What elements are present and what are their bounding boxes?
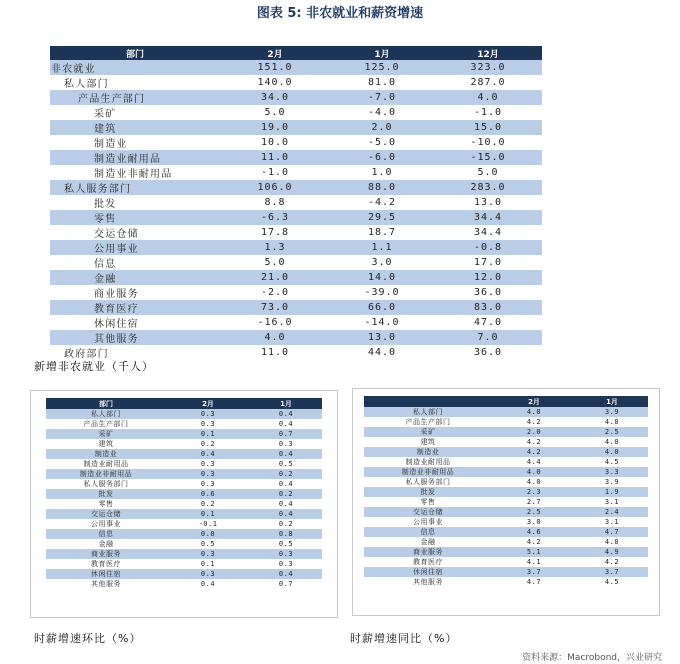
- row-value: 8.8: [264, 197, 286, 208]
- yoy-header-row: [364, 396, 648, 407]
- row-value: 5.0: [264, 257, 286, 268]
- row-label: 制造业耐用品: [405, 458, 451, 466]
- table-row: [46, 429, 322, 439]
- row-value: 18.7: [367, 227, 397, 238]
- row-label: 休闲住宿: [364, 567, 492, 577]
- row-value: 0.2: [250, 469, 322, 479]
- row-label: 制造业耐用品: [50, 150, 220, 165]
- row-label: 产品生产部门: [83, 420, 129, 428]
- row-value: 12.0: [434, 270, 542, 285]
- row-label: 采矿: [46, 429, 166, 439]
- row-label: 采矿: [364, 427, 492, 437]
- table-row: [46, 499, 322, 509]
- mom-caption: 时薪增速环比（%）: [34, 632, 142, 645]
- row-value: -6.3: [220, 210, 330, 225]
- row-value: 151.0: [220, 60, 330, 75]
- row-label: 制造业: [94, 139, 128, 150]
- row-value: 0.7: [278, 580, 294, 588]
- row-value: -5.0: [367, 137, 397, 148]
- row-value: 34.4: [473, 227, 503, 238]
- row-value: -4.2: [367, 197, 397, 208]
- row-label: 零售: [50, 210, 220, 225]
- table-row: [46, 539, 322, 549]
- table-row: [46, 519, 322, 529]
- row-value: 0.1: [166, 429, 250, 439]
- table-row: [50, 300, 542, 315]
- table-row: [364, 497, 648, 507]
- row-label: 批发: [364, 487, 492, 497]
- row-value: -39.0: [364, 287, 400, 298]
- table-row: [50, 75, 542, 90]
- row-label: 零售: [98, 500, 114, 508]
- row-label: 制造业非耐用品: [46, 469, 166, 479]
- row-value: 4.4: [526, 458, 542, 466]
- row-label: 产品生产部门: [405, 418, 451, 426]
- column-header-sector: 部门: [50, 46, 220, 60]
- row-label: 零售: [420, 498, 436, 506]
- row-label: 金融: [98, 540, 114, 548]
- row-value: 0.3: [166, 569, 250, 579]
- table-row: [46, 549, 322, 559]
- row-value: 5.1: [492, 547, 576, 557]
- row-value: 88.0: [330, 180, 434, 195]
- row-value: 34.0: [220, 90, 330, 105]
- row-value: 4.0: [492, 467, 576, 477]
- table-row: [50, 255, 542, 270]
- table-row: [364, 447, 648, 457]
- yoy-column-header-jan: 1月: [576, 396, 648, 407]
- row-value: 3.0: [526, 518, 542, 526]
- table-row: [364, 567, 648, 577]
- row-value: -7.0: [330, 90, 434, 105]
- column-header-jan: 1月: [330, 46, 434, 60]
- row-label: 私人部门: [364, 407, 492, 417]
- row-value: 4.0: [492, 407, 576, 417]
- table-row: [46, 469, 322, 479]
- row-value: 106.0: [220, 180, 330, 195]
- row-value: 83.0: [434, 300, 542, 315]
- row-label: 信息: [364, 527, 492, 537]
- row-value: 15.0: [434, 120, 542, 135]
- table-row: [50, 315, 542, 330]
- yoy-column-header-feb: 2月: [492, 396, 576, 407]
- row-label: 公用事业: [50, 240, 220, 255]
- row-value: 1.0: [371, 167, 393, 178]
- row-label: 教育医疗: [50, 300, 220, 315]
- table-row: [50, 225, 542, 240]
- row-value: 4.2: [526, 438, 542, 446]
- row-value: 81.0: [367, 77, 397, 88]
- row-value: 47.0: [473, 317, 503, 328]
- row-value: 0.4: [278, 420, 294, 428]
- row-value: -15.0: [434, 150, 542, 165]
- table-row: [364, 547, 648, 557]
- row-value: 36.0: [473, 347, 503, 358]
- row-value: 287.0: [470, 77, 506, 88]
- row-label: 制造业耐用品: [83, 460, 129, 468]
- row-label: 公用事业: [413, 518, 443, 526]
- row-value: 0.4: [250, 409, 322, 419]
- table-row: [364, 537, 648, 547]
- row-label: 休闲住宿: [46, 569, 166, 579]
- row-value: 140.0: [257, 77, 293, 88]
- table-row: [364, 417, 648, 427]
- row-value: 0.7: [250, 429, 322, 439]
- row-value: 3.7: [492, 567, 576, 577]
- row-value: 0.4: [278, 500, 294, 508]
- table-row: [364, 407, 648, 417]
- yoy-column-header-sector: [364, 396, 492, 407]
- row-value: 4.2: [526, 538, 542, 546]
- row-value: 4.5: [604, 578, 620, 586]
- table-row: [364, 557, 648, 567]
- table-row: [50, 285, 542, 300]
- row-value: -2.0: [260, 287, 290, 298]
- row-value: 17.8: [260, 227, 290, 238]
- row-value: 7.0: [434, 330, 542, 345]
- table-row: [46, 529, 322, 539]
- row-label: 信息: [46, 529, 166, 539]
- row-label: 制造业非耐用品: [364, 467, 492, 477]
- row-value: 0.3: [166, 469, 250, 479]
- row-value: -1.0: [473, 107, 503, 118]
- row-value: 0.3: [166, 409, 250, 419]
- row-label: 商业服务: [46, 549, 166, 559]
- row-label: 私人服务部门: [405, 478, 451, 486]
- table-row: [50, 195, 542, 210]
- row-value: 283.0: [434, 180, 542, 195]
- row-value: 44.0: [367, 347, 397, 358]
- row-value: 1.9: [576, 487, 648, 497]
- row-value: 2.4: [576, 507, 648, 517]
- row-value: 4.9: [576, 547, 648, 557]
- source-note: 资料来源：Macrobond，兴业研究: [522, 653, 662, 663]
- wage-yoy-table-body: [364, 407, 648, 587]
- table-row: [364, 487, 648, 497]
- row-value: 0.6: [166, 489, 250, 499]
- row-value: 2.5: [576, 427, 648, 437]
- row-value: 4.1: [526, 558, 542, 566]
- row-label: 休闲住宿: [94, 319, 139, 330]
- row-value: 0.2: [278, 520, 294, 528]
- table-row: [50, 180, 542, 195]
- payrolls-table-body: [50, 60, 542, 360]
- row-value: 0.4: [200, 580, 216, 588]
- row-value: 5.0: [264, 107, 286, 118]
- table-row: [50, 120, 542, 135]
- table-row: [46, 509, 322, 519]
- row-value: 4.0: [220, 330, 330, 345]
- row-value: 19.0: [220, 120, 330, 135]
- row-value: 0.5: [278, 460, 294, 468]
- row-value: 0.1: [200, 560, 216, 568]
- row-value: 2.0: [330, 120, 434, 135]
- row-value: 0.1: [166, 509, 250, 519]
- table-row: [46, 479, 322, 489]
- row-value: 3.9: [604, 478, 620, 486]
- table-row: [46, 579, 322, 589]
- table-row: [50, 105, 542, 120]
- row-label: 非农就业: [50, 60, 220, 75]
- row-value: 3.1: [604, 518, 620, 526]
- row-value: 3.7: [576, 567, 648, 577]
- row-value: 36.0: [473, 287, 503, 298]
- row-value: 29.5: [330, 210, 434, 225]
- row-value: 0.3: [250, 549, 322, 559]
- row-label: 私人部门: [46, 409, 166, 419]
- table-row: [50, 270, 542, 285]
- column-header-feb: 2月: [220, 46, 330, 60]
- row-value: 2.7: [526, 498, 542, 506]
- row-value: 4.7: [576, 527, 648, 537]
- column-header-dec: 12月: [434, 46, 542, 60]
- table-row: [50, 210, 542, 225]
- row-value: 4.2: [526, 418, 542, 426]
- row-value: 14.0: [330, 270, 434, 285]
- row-value: 0.3: [278, 440, 294, 448]
- row-value: 11.0: [220, 150, 330, 165]
- table-row: [50, 90, 542, 105]
- row-value: 13.0: [473, 197, 503, 208]
- row-value: 3.9: [576, 407, 648, 417]
- row-value: 0.5: [278, 540, 294, 548]
- row-value: -1.0: [260, 167, 290, 178]
- row-value: 0.3: [278, 560, 294, 568]
- row-label: 私人部门: [64, 79, 109, 90]
- row-value: -4.0: [367, 107, 397, 118]
- row-value: 0.8: [250, 529, 322, 539]
- row-value: 66.0: [330, 300, 434, 315]
- table-row: [50, 165, 542, 180]
- row-value: 323.0: [434, 60, 542, 75]
- table-row: [364, 467, 648, 477]
- row-value: 0.4: [250, 449, 322, 459]
- row-label: 批发: [94, 199, 117, 210]
- row-value: 0.3: [166, 549, 250, 559]
- row-label: 批发: [46, 489, 166, 499]
- row-value: -10.0: [470, 137, 506, 148]
- row-label: 建筑: [50, 120, 220, 135]
- row-label: 信息: [94, 259, 117, 270]
- row-label: 政府部门: [64, 349, 109, 360]
- row-value: 0.3: [200, 420, 216, 428]
- row-value: 4.0: [604, 438, 620, 446]
- table-row: [364, 517, 648, 527]
- row-label: 教育医疗: [91, 560, 121, 568]
- row-value: 0.3: [200, 460, 216, 468]
- row-value: 11.0: [260, 347, 290, 358]
- row-value: 21.0: [220, 270, 330, 285]
- row-value: 5.0: [477, 167, 499, 178]
- row-value: 4.5: [604, 458, 620, 466]
- row-value: 0.4: [250, 569, 322, 579]
- row-value: 0.4: [278, 480, 294, 488]
- row-label: 私人服务部门: [50, 180, 220, 195]
- row-label: 其他服务: [50, 330, 220, 345]
- row-label: 公用事业: [91, 520, 121, 528]
- row-value: 4.7: [526, 578, 542, 586]
- row-label: 建筑: [420, 438, 436, 446]
- table-row: [46, 419, 322, 429]
- row-value: -16.0: [257, 317, 293, 328]
- table-row: [46, 449, 322, 459]
- row-label: 其他服务: [413, 578, 443, 586]
- row-label: 采矿: [94, 109, 117, 120]
- row-value: 4.0: [526, 478, 542, 486]
- wage-yoy-table: [364, 396, 648, 587]
- mom-header-row: [46, 398, 322, 409]
- row-value: 4.0: [434, 90, 542, 105]
- row-value: -0.8: [434, 240, 542, 255]
- row-value: 0.4: [166, 449, 250, 459]
- row-value: 3.1: [604, 498, 620, 506]
- row-label: 交运仓储: [364, 507, 492, 517]
- row-value: 2.5: [492, 507, 576, 517]
- payrolls-caption: 新增非农就业（千人）: [34, 360, 154, 373]
- row-label: 教育医疗: [413, 558, 443, 566]
- row-label: 制造业: [46, 449, 166, 459]
- row-label: 制造业非耐用品: [94, 169, 173, 180]
- table-row: [364, 457, 648, 467]
- row-label: 交运仓储: [46, 509, 166, 519]
- row-label: 交运仓储: [94, 229, 139, 240]
- row-value: 2.0: [492, 427, 576, 437]
- payrolls-header-row: [50, 46, 542, 60]
- wage-mom-table-body: [46, 409, 322, 589]
- row-label: 金融: [420, 538, 436, 546]
- row-value: 0.2: [200, 440, 216, 448]
- table-row: [46, 409, 322, 419]
- table-row: [50, 240, 542, 255]
- table-row: [46, 439, 322, 449]
- row-value: -6.0: [330, 150, 434, 165]
- row-value: -0.1: [198, 520, 218, 528]
- row-label: 私人服务部门: [83, 480, 129, 488]
- row-value: 3.0: [371, 257, 393, 268]
- table-row: [46, 459, 322, 469]
- yoy-caption: 时薪增速同比（%）: [350, 632, 458, 645]
- row-value: -14.0: [364, 317, 400, 328]
- table-row: [364, 427, 648, 437]
- row-value: 2.3: [492, 487, 576, 497]
- row-value: 1.3: [220, 240, 330, 255]
- row-value: 10.0: [260, 137, 290, 148]
- row-value: 4.2: [604, 558, 620, 566]
- row-label: 其他服务: [91, 580, 121, 588]
- row-value: 4.0: [604, 538, 620, 546]
- table-row: [50, 60, 542, 75]
- row-label: 制造业: [364, 447, 492, 457]
- row-label: 建筑: [98, 440, 114, 448]
- table-row: [364, 437, 648, 447]
- row-value: 13.0: [330, 330, 434, 345]
- row-label: 金融: [50, 270, 220, 285]
- table-row: [364, 527, 648, 537]
- row-value: 3.3: [576, 467, 648, 477]
- row-label: 商业服务: [94, 289, 139, 300]
- table-row: [364, 577, 648, 587]
- row-value: 0.2: [200, 500, 216, 508]
- row-value: 0.2: [250, 489, 322, 499]
- row-value: 0.3: [200, 480, 216, 488]
- row-value: 4.6: [492, 527, 576, 537]
- table-row: [46, 569, 322, 579]
- row-value: 17.0: [473, 257, 503, 268]
- row-value: 73.0: [220, 300, 330, 315]
- row-label: 产品生产部门: [50, 90, 220, 105]
- table-row: [364, 477, 648, 487]
- table-row: [46, 489, 322, 499]
- row-value: 4.2: [492, 447, 576, 457]
- mom-column-header-jan: 1月: [250, 398, 322, 409]
- row-value: 125.0: [330, 60, 434, 75]
- row-value: 0.4: [250, 509, 322, 519]
- table-row: [50, 135, 542, 150]
- row-value: 0.5: [200, 540, 216, 548]
- mom-column-header-feb: 2月: [166, 398, 250, 409]
- table-row: [50, 150, 542, 165]
- row-value: 4.0: [604, 418, 620, 426]
- table-row: [50, 330, 542, 345]
- row-label: 商业服务: [364, 547, 492, 557]
- row-value: 1.1: [330, 240, 434, 255]
- mom-column-header-sector: 部门: [46, 398, 166, 409]
- figure-title: 图表 5: 非农就业和薪资增速: [256, 6, 424, 21]
- table-row: [46, 559, 322, 569]
- row-value: 4.0: [576, 447, 648, 457]
- row-value: 0.0: [166, 529, 250, 539]
- wage-mom-table: [46, 398, 322, 589]
- payrolls-table: [50, 46, 542, 360]
- table-row: [364, 507, 648, 517]
- row-value: 34.4: [434, 210, 542, 225]
